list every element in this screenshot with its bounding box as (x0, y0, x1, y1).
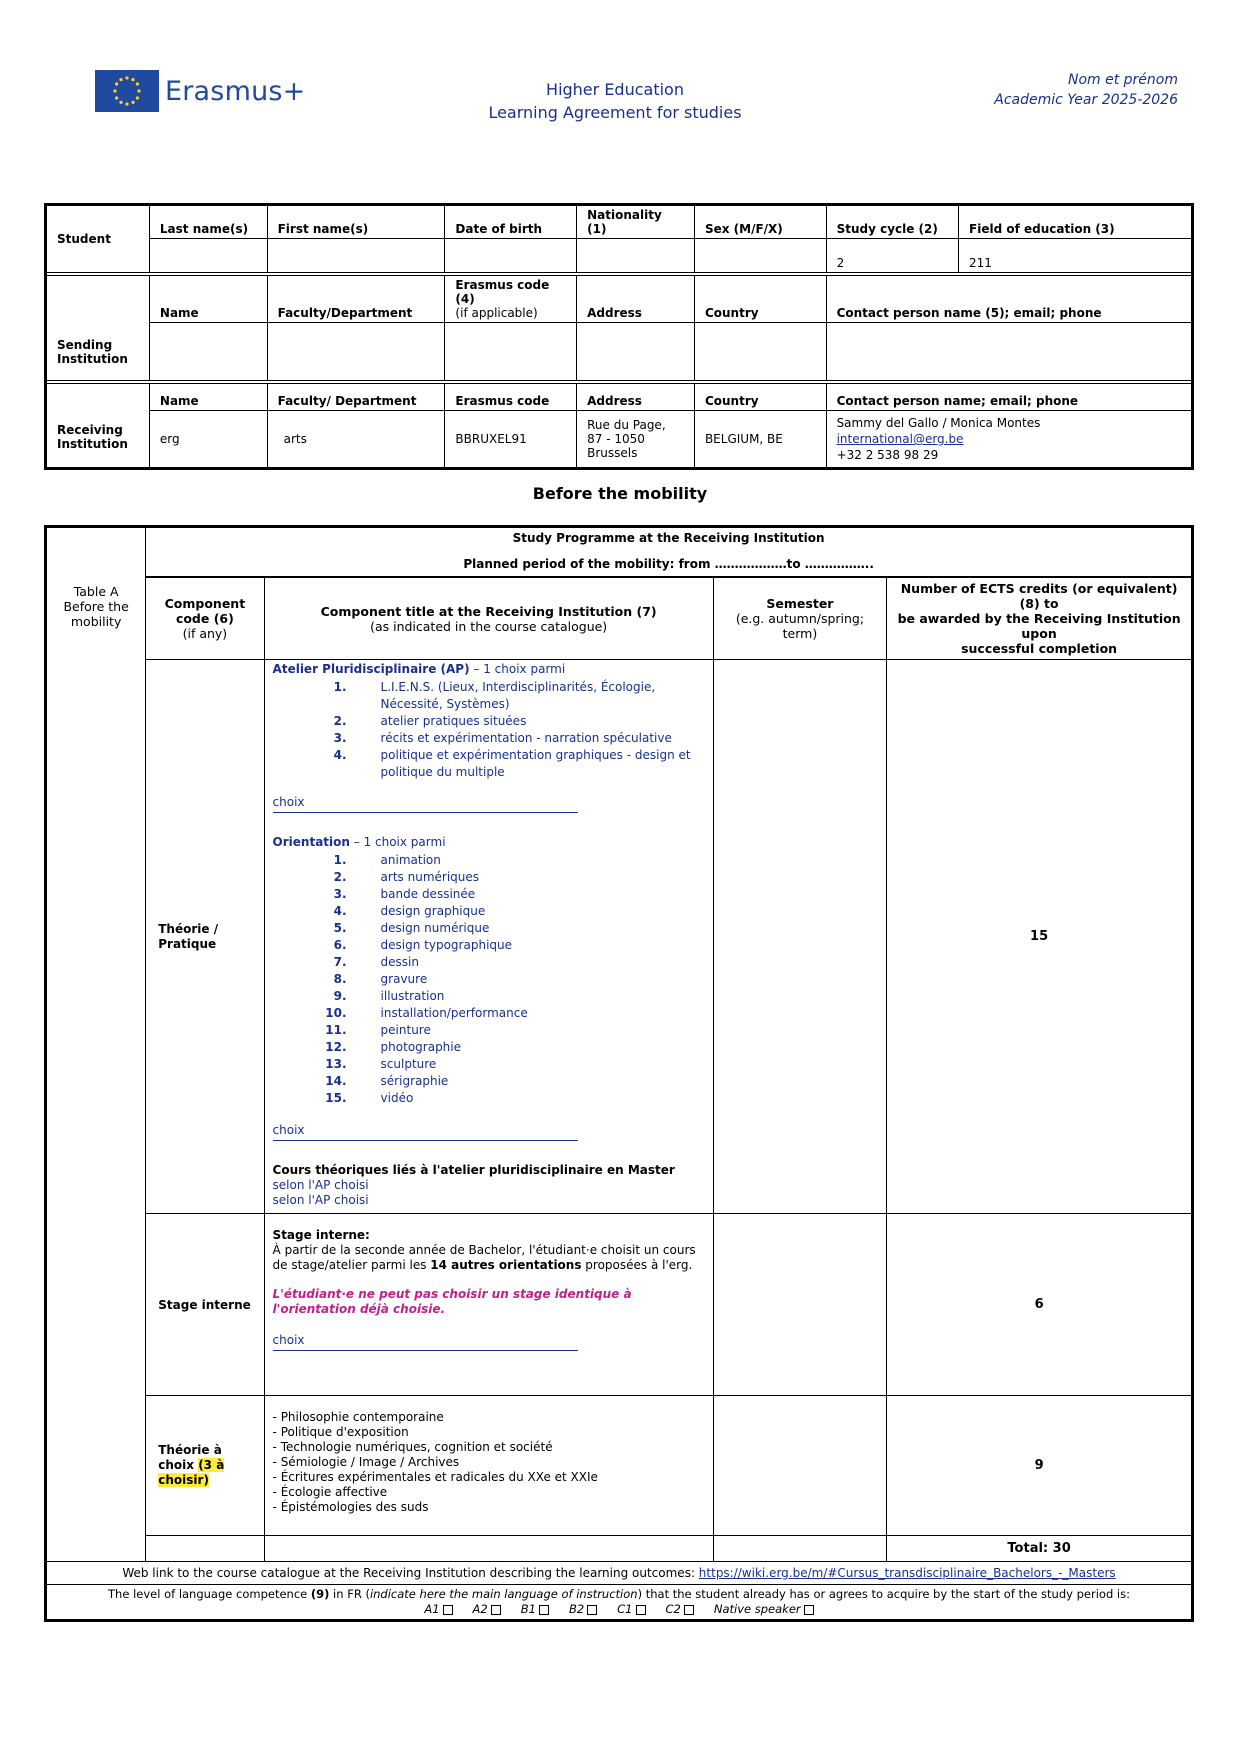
col-code-3: (if any) (182, 626, 228, 641)
receiving-label (46, 384, 150, 469)
orientation-item-label: bande dessinée (380, 887, 476, 901)
orientation-item (273, 937, 705, 954)
cours-line-1: selon l'AP choisi (272, 1178, 369, 1192)
sending-label-1: Sending (57, 338, 113, 352)
col-title-1: Component title at the Receiving Institution (7) (320, 603, 657, 619)
lang-2: (9) (310, 1587, 330, 1601)
lang-1: The level of language competence (108, 1587, 311, 1601)
orientation-item-number: 2. (333, 870, 347, 884)
theory-item: - Épistémologies des suds (272, 1500, 429, 1514)
col-code-2: code (6) (175, 611, 234, 626)
hdr-s-contact: Contact person name (5); email; phone (826, 276, 1192, 323)
row1-code (146, 660, 264, 1214)
hdr-s-code-1: Erasmus code (4) (455, 278, 550, 306)
checkbox-icon[interactable] (636, 1605, 646, 1615)
language-cell (46, 1585, 1193, 1621)
table-a-line2: Before the (63, 598, 129, 614)
hdr-field-education: Field of education (3) (959, 205, 1193, 239)
hdr-s-address: Address (577, 276, 695, 323)
row2-title (264, 1214, 713, 1396)
ap-item-label: atelier pratiques situées (380, 714, 527, 728)
header-right (900, 70, 1178, 110)
sending-label (46, 276, 150, 381)
choix-orient-line (273, 1140, 578, 1141)
ap-item-label: récits et expérimentation - narration spéculative (380, 731, 672, 745)
ap-item (273, 679, 705, 713)
orientation-item-number: 1. (333, 853, 347, 867)
orientation-item (273, 988, 705, 1005)
orientation-item-number: 15. (325, 1091, 347, 1105)
s-address-field[interactable] (577, 323, 695, 381)
stage-desc-2: proposées à l'erg. (581, 1258, 693, 1272)
ap-item-label: L.I.E.N.S. (Lieux, Interdisciplinarités, Écologie, Nécessité, Systèmes) (380, 680, 656, 711)
checkbox-icon[interactable] (539, 1605, 549, 1615)
orientation-item-label: animation (380, 853, 441, 867)
orientation-item-label: photographie (380, 1040, 462, 1054)
stage-warning: L'étudiant·e ne peut pas choisir un stage identique à l'orientation déjà choisie. (272, 1287, 632, 1316)
lang-4: indicate here the main language of instruction (369, 1587, 638, 1601)
hdr-s-faculty: Faculty/Department (267, 276, 445, 323)
orientation-item-number: 10. (325, 1006, 347, 1020)
party-table (44, 203, 1194, 470)
col-semester-header (713, 578, 886, 660)
choix-stage-line (273, 1350, 578, 1351)
row2-semester[interactable] (713, 1214, 886, 1396)
ap-item (273, 730, 705, 747)
checkbox-icon[interactable] (443, 1605, 453, 1615)
r-contact-field[interactable] (826, 411, 1192, 469)
row2-ects: 6 (887, 1214, 1193, 1396)
field-education-field[interactable]: 211 (959, 239, 1193, 273)
orientation-item (273, 852, 705, 869)
language-level-option[interactable] (424, 1602, 452, 1616)
title-line-1: Higher Education (546, 80, 684, 99)
orientation-item-number: 4. (333, 904, 347, 918)
lang-3: in FR ( (329, 1587, 370, 1601)
hdr-dob: Date of birth (445, 205, 577, 239)
orientation-item (273, 869, 705, 886)
col-title-2: (as indicated in the course catalogue) (370, 618, 608, 634)
orientation-item-number: 9. (333, 989, 347, 1003)
sex-field[interactable] (694, 239, 826, 273)
orientation-item (273, 886, 705, 903)
col-semester-3: term) (782, 626, 818, 641)
theory-item: - Technologie numériques, cognition et société (272, 1440, 553, 1454)
cours-line-2: selon l'AP choisi (272, 1193, 369, 1207)
hdr-last-name: Last name(s) (149, 205, 267, 239)
name-label: Nom et prénom (1067, 72, 1178, 88)
study-programme-table (44, 525, 1194, 1622)
row2-code: Stage interne (146, 1214, 264, 1396)
row1-title (264, 660, 713, 1214)
planned-period[interactable]: Planned period of the mobility: from ………………to …………….. (463, 557, 874, 571)
hdr-r-code: Erasmus code (445, 384, 577, 411)
s-code-field[interactable] (445, 323, 577, 381)
document-title (440, 78, 790, 124)
dob-field[interactable] (445, 239, 577, 273)
s-name-field[interactable] (149, 323, 267, 381)
hdr-s-code (445, 276, 577, 323)
hdr-r-contact: Contact person name; email; phone (826, 384, 1192, 411)
weblink-cell (46, 1562, 1193, 1585)
hdr-s-country: Country (694, 276, 826, 323)
language-level-label: Native speaker (713, 1602, 801, 1616)
orientation-item-label: dessin (380, 955, 419, 969)
ap-item-number: 4. (333, 748, 347, 762)
hdr-s-code-2: (if applicable) (455, 306, 538, 320)
theory-list (273, 1410, 705, 1515)
orientation-item-label: illustration (380, 989, 445, 1003)
row3-ects: 9 (887, 1396, 1193, 1536)
row1-code-1: Théorie / (158, 921, 219, 936)
orientation-item-number: 11. (325, 1023, 347, 1037)
language-level-label: B2 (568, 1602, 585, 1616)
orient-suffix: – 1 choix parmi (349, 835, 446, 849)
r-country-field[interactable]: BELGIUM, BE (694, 411, 826, 469)
col-ects-3: successful completion (961, 641, 1118, 656)
row3-title (264, 1396, 713, 1536)
checkbox-icon[interactable] (804, 1605, 814, 1615)
r-faculty-field[interactable]: arts (267, 411, 445, 469)
language-level-label: B1 (520, 1602, 536, 1616)
hdr-study-cycle: Study cycle (2) (826, 205, 958, 239)
language-level-label: C2 (665, 1602, 681, 1616)
col-ects-2: be awarded by the Receiving Institution upon (897, 611, 1181, 641)
orient-title: Orientation (272, 835, 350, 849)
orientation-item (273, 1022, 705, 1039)
choix-orientation[interactable]: choix (272, 1123, 305, 1137)
row3-code (146, 1396, 264, 1536)
orientation-item-number: 3. (333, 887, 347, 901)
hdr-nationality: Nationality (1) (577, 205, 695, 239)
table-a-line3: mobility (70, 613, 122, 629)
col-code-header (146, 578, 264, 660)
theory-item: - Sémiologie / Image / Archives (272, 1455, 460, 1469)
r-code-field[interactable]: BBRUXEL91 (445, 411, 577, 469)
programme-title-cell (146, 527, 1193, 577)
r-contact-email-link[interactable]: international@erg.be (836, 432, 964, 446)
hdr-sex: Sex (M/F/X) (694, 205, 826, 239)
r-address-3: Brussels (587, 446, 638, 460)
s-faculty-field[interactable] (267, 323, 445, 381)
orientation-item-label: installation/performance (380, 1006, 528, 1020)
catalogue-link[interactable]: https://wiki.erg.be/m/#Cursus_transdisciplinaire_Bachelors_-_Masters (698, 1566, 1116, 1580)
programme-title: Study Programme at the Receiving Institution (512, 531, 825, 545)
logo-text: Erasmus+ (165, 75, 306, 107)
cours-title: Cours théoriques liés à l'atelier pluridisciplinaire en Master (272, 1163, 675, 1177)
language-text (51, 1587, 1187, 1602)
table-a-top (46, 527, 146, 578)
orientation-item (273, 1039, 705, 1056)
orientation-item (273, 1090, 705, 1107)
orientation-item-number: 6. (333, 938, 347, 952)
orientation-item-number: 13. (325, 1057, 347, 1071)
orientation-item-label: design typographique (380, 938, 513, 952)
language-level-option[interactable] (521, 1602, 549, 1616)
r-contact-phone: +32 2 538 98 29 (836, 448, 939, 462)
orientation-item (273, 903, 705, 920)
stage-desc-bold: 14 autres orientations (430, 1258, 582, 1272)
language-level-label: A2 (472, 1602, 488, 1616)
ap-item (273, 747, 705, 781)
language-level-option[interactable] (666, 1602, 694, 1616)
orientation-item-number: 14. (325, 1074, 347, 1088)
receiving-label-1: Receiving (57, 423, 123, 437)
stage-desc (273, 1243, 705, 1273)
lang-5: ) that the student already has or agrees to acquire by the start of the study period is: (637, 1587, 1130, 1601)
orientation-item-label: sculpture (380, 1057, 437, 1071)
ap-suffix: – 1 choix parmi (469, 662, 566, 676)
total-ects: Total: 30 (887, 1536, 1193, 1562)
orientation-item-label: peinture (380, 1023, 431, 1037)
col-ects-1: Number of ECTS credits (or equivalent) (8) to (900, 581, 1178, 611)
ap-item-label: politique et expérimentation graphiques - design et politique du multiple (380, 748, 691, 779)
stage-desc-1: À partir de la seconde année de Bachelor, l'étudiant·e choisit un cours de stage/atelier parmi les (272, 1243, 696, 1272)
theory-item: - Philosophie contemporaine (272, 1410, 444, 1424)
row1-semester[interactable] (713, 660, 886, 1214)
r-address-1: Rue du Page, (587, 418, 666, 432)
theory-item: - Écologie affective (272, 1485, 388, 1499)
hdr-r-faculty: Faculty/ Department (267, 384, 445, 411)
orientation-item-label: design numérique (380, 921, 490, 935)
student-label: Student (46, 205, 150, 273)
language-level-label: C1 (617, 1602, 633, 1616)
orientation-item-label: sérigraphie (380, 1074, 449, 1088)
orient-list (273, 852, 705, 1107)
orientation-item-label: gravure (380, 972, 428, 986)
row3-semester[interactable] (713, 1396, 886, 1536)
language-level-label: A1 (424, 1602, 440, 1616)
hdr-r-address: Address (577, 384, 695, 411)
orientation-item-label: design graphique (380, 904, 486, 918)
orientation-item (273, 954, 705, 971)
orientation-item (273, 1005, 705, 1022)
weblink-text: Web link to the course catalogue at the Receiving Institution describing the learning outcomes: (122, 1566, 699, 1580)
language-level-option[interactable] (473, 1602, 501, 1616)
language-levels (51, 1602, 1187, 1617)
ap-title: Atelier Pluridisciplinaire (AP) (272, 662, 470, 676)
ap-item-number: 2. (333, 714, 347, 728)
total-code-empty (146, 1536, 264, 1562)
ap-item-number: 1. (333, 680, 347, 694)
col-semester-1: Semester (766, 596, 834, 611)
nationality-field[interactable] (577, 239, 695, 273)
choix-ap-line (273, 812, 578, 813)
row1-ects: 15 (887, 660, 1193, 1214)
row3-code-highlight: (3 à choisir) (158, 1458, 225, 1487)
s-contact-field[interactable] (826, 323, 1192, 381)
table-a-line1: Table A (73, 583, 119, 599)
orientation-item-number: 12. (325, 1040, 347, 1054)
last-name-field[interactable] (149, 239, 267, 273)
checkbox-icon[interactable] (491, 1605, 501, 1615)
s-country-field[interactable] (694, 323, 826, 381)
title-line-2: Learning Agreement for studies (488, 103, 742, 122)
r-contact-name: Sammy del Gallo / Monica Montes (836, 416, 1041, 430)
choix-stage[interactable]: choix (272, 1333, 305, 1347)
first-name-field[interactable] (267, 239, 445, 273)
orientation-item-label: arts numériques (380, 870, 480, 884)
academic-year: Academic Year 2025-2026 (994, 92, 1178, 108)
orientation-item (273, 920, 705, 937)
total-title-empty (264, 1536, 713, 1562)
checkbox-icon[interactable] (587, 1605, 597, 1615)
theory-item: - Politique d'exposition (272, 1425, 409, 1439)
checkbox-icon[interactable] (684, 1605, 694, 1615)
col-ects-header (887, 578, 1193, 660)
hdr-s-name: Name (149, 276, 267, 323)
hdr-r-country: Country (694, 384, 826, 411)
orientation-item-number: 8. (333, 972, 347, 986)
orientation-item (273, 1056, 705, 1073)
col-code-1: Component (164, 596, 246, 611)
r-name-field[interactable]: erg (149, 411, 267, 469)
col-title-header (264, 578, 713, 660)
orientation-item-label: vidéo (380, 1091, 414, 1105)
total-semester-empty (713, 1536, 886, 1562)
language-level-option[interactable] (714, 1602, 814, 1616)
theory-item: - Écritures expérimentales et radicales du XXe et XXIe (272, 1470, 598, 1484)
study-cycle-field[interactable]: 2 (826, 239, 958, 273)
table-a-label (46, 578, 146, 1562)
orientation-item (273, 971, 705, 988)
language-level-option[interactable] (569, 1602, 597, 1616)
hdr-first-name: First name(s) (267, 205, 445, 239)
receiving-label-2: Institution (57, 437, 128, 451)
hdr-r-name: Name (149, 384, 267, 411)
orientation-item (273, 1073, 705, 1090)
row3-code-1: Théorie à choix (158, 1443, 222, 1472)
orientation-item-number: 5. (333, 921, 347, 935)
col-semester-2: (e.g. autumn/spring; (735, 611, 865, 626)
eu-flag-icon (95, 70, 159, 112)
sending-label-2: Institution (57, 352, 128, 366)
ap-item-number: 3. (333, 731, 347, 745)
erasmus-logo (95, 70, 305, 112)
language-level-option[interactable] (617, 1602, 645, 1616)
orientation-item-number: 7. (333, 955, 347, 969)
choix-ap[interactable]: choix (272, 795, 305, 809)
ap-item (273, 713, 705, 730)
r-address-field[interactable] (577, 411, 695, 469)
stage-title: Stage interne: (272, 1228, 370, 1242)
row1-code-2: Pratique (158, 936, 217, 951)
before-mobility-heading: Before the mobility (532, 484, 708, 503)
r-address-2: 87 - 1050 (587, 432, 645, 446)
ap-list (273, 679, 705, 781)
